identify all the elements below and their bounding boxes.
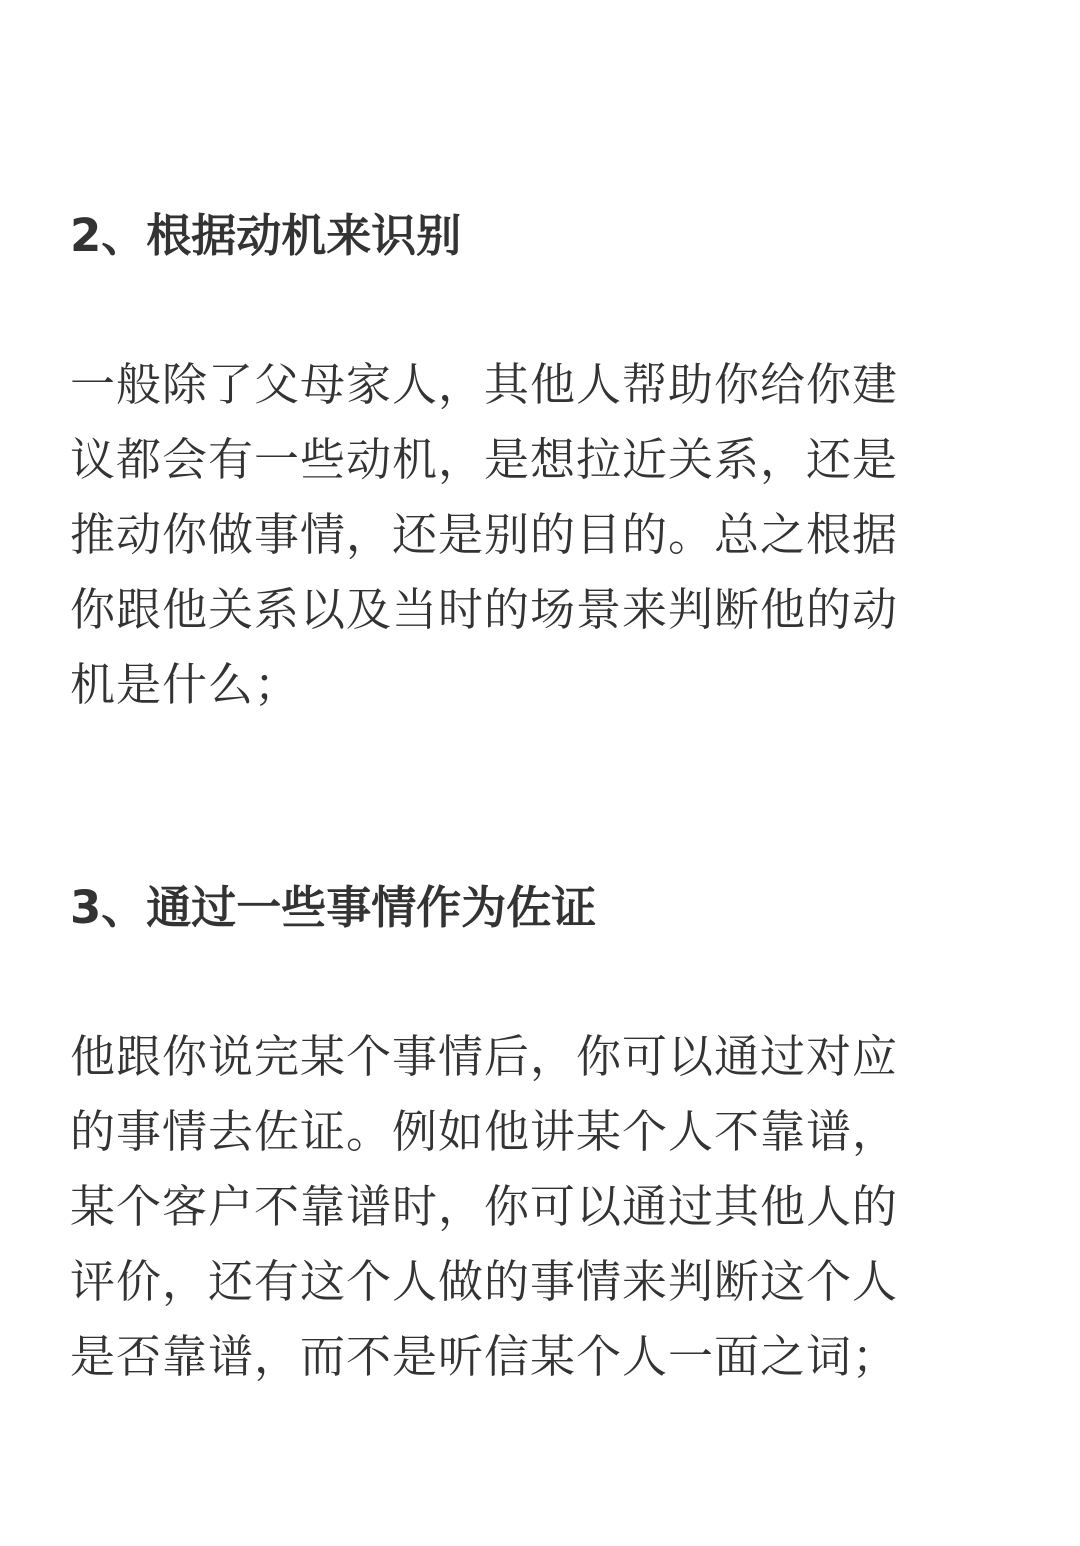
paragraph-line: 推动你做事情，还是别的目的。总之根据: [70, 508, 899, 561]
paragraph-line: 一般除了父母家人，其他人帮助你给你建: [70, 358, 899, 411]
section-body-3: [70, 1019, 1010, 1394]
paragraph-line: 机是什么；: [70, 658, 301, 711]
paragraph-line: 议都会有一些动机，是想拉近关系，还是: [70, 433, 899, 486]
paragraph-line: 某个客户不靠谱时，你可以通过其他人的: [70, 1180, 899, 1233]
paragraph-line: 评价，还有这个人做的事情来判断这个人: [70, 1255, 899, 1308]
section-heading-3: 3、通过一些事情作为佐证: [70, 881, 597, 934]
paragraph-line: 他跟你说完某个事情后，你可以通过对应: [70, 1030, 899, 1083]
paragraph-line: 你跟他关系以及当时的场景来判断他的动: [70, 583, 899, 636]
section-heading-2: 2、根据动机来识别: [70, 209, 462, 262]
paragraph-line: 的事情去佐证。例如他讲某个人不靠谱，: [70, 1105, 899, 1158]
paragraph-line: 是否靠谱，而不是听信某个人一面之词；: [70, 1330, 899, 1383]
section-body-2: [70, 347, 1010, 722]
